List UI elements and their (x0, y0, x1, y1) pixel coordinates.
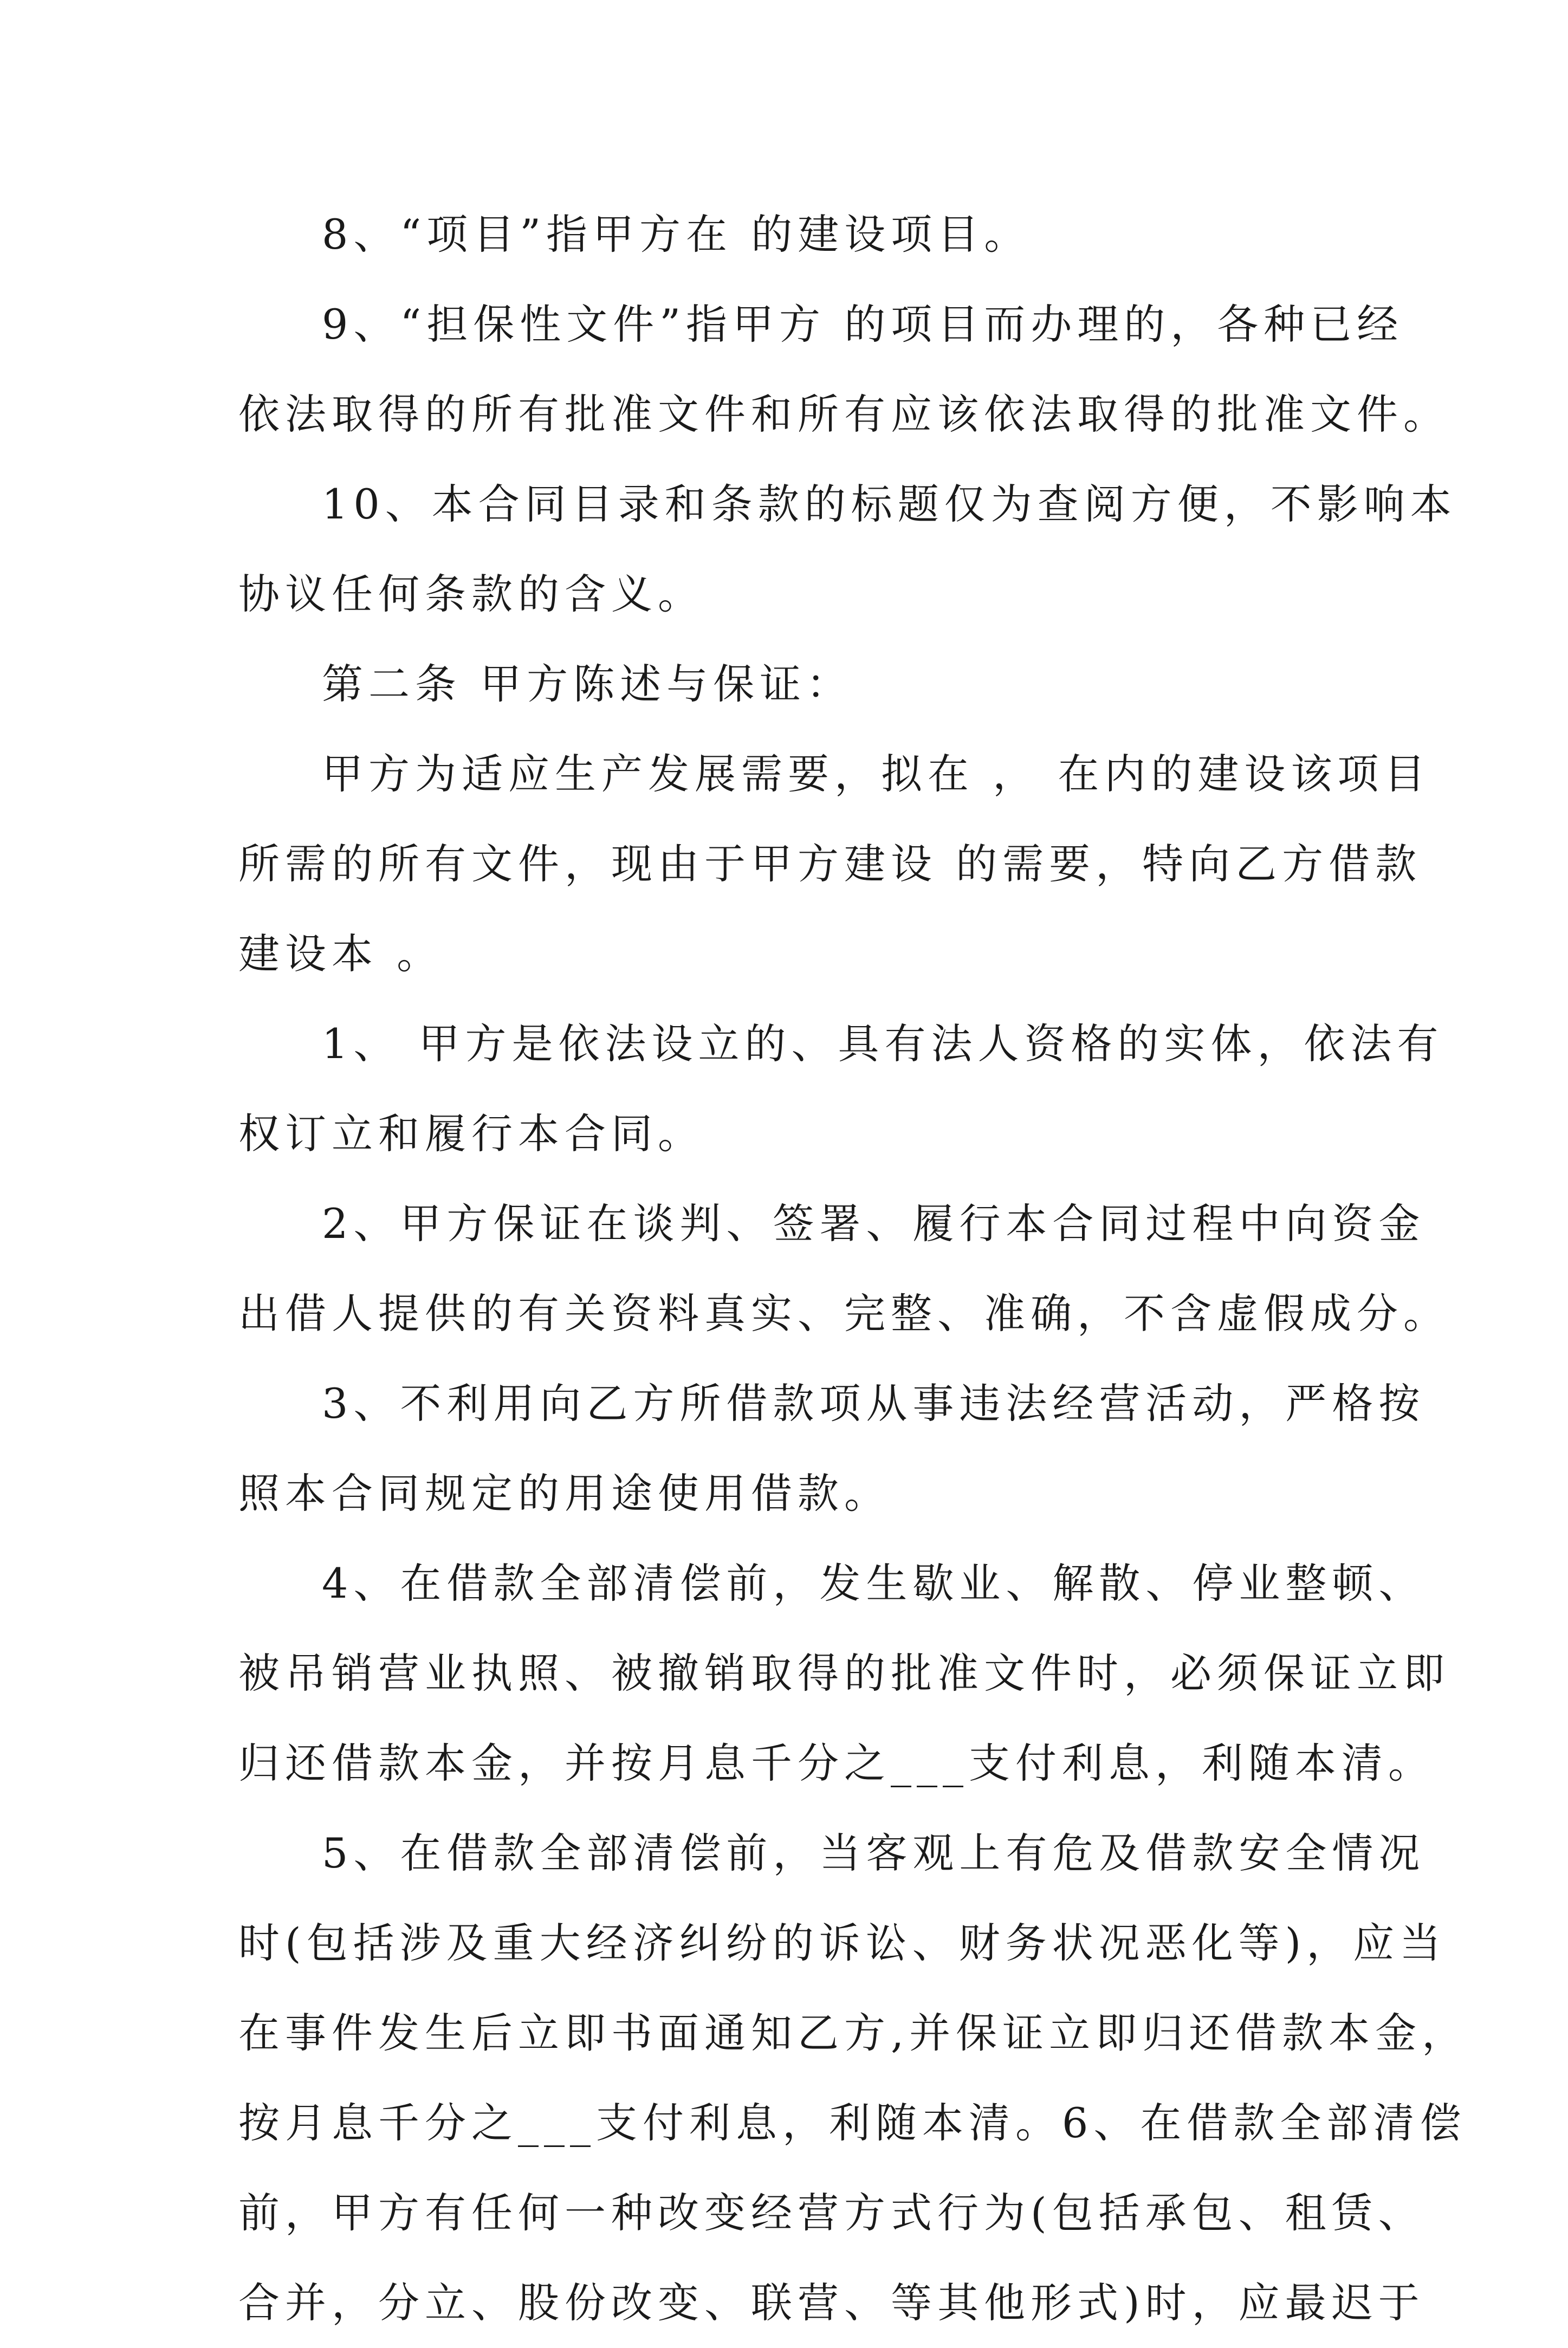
text-line: 1、 甲方是依法设立的、具有法人资格的实体，依法有 (322, 1020, 1444, 1068)
text-line: 时(包括涉及重大经济纠纷的诉讼、财务状况恶化等)，应当 (238, 1919, 1447, 1967)
text-line: 2、甲方保证在谈判、签署、履行本合同过程中向资金 (322, 1199, 1426, 1248)
text-line: 归还借款本金，并按月息千分之___支付利息，利随本清。 (238, 1739, 1435, 1787)
text-line: 合并，分立、股份改变、联营、等其他形式)时，应最迟于 (238, 2279, 1425, 2327)
text-line: 9、“担保性文件”指甲方 的项目而办理的，各种已经 (322, 300, 1404, 348)
text-line: 5、在借款全部清偿前，当客观上有危及借款安全情况 (322, 1829, 1426, 1877)
text-line: 在事件发生后立即书面通知乙方,并保证立即归还借款本金， (238, 2009, 1469, 2057)
text-line: 出借人提供的有关资料真实、完整、准确，不含虚假成分。 (238, 1289, 1450, 1338)
text-line: 第二条 甲方陈述与保证： (322, 660, 853, 708)
text-line: 建设本 。 (238, 930, 444, 978)
text-line: 所需的所有文件，现由于甲方建设 的需要，特向乙方借款 (238, 840, 1422, 888)
document-body (238, 190, 1469, 2348)
text-line: 前，甲方有任何一种改变经营方式行为(包括承包、租赁、 (238, 2189, 1425, 2237)
text-line: 照本合同规定的用途使用借款。 (238, 1469, 891, 1517)
text-line: 甲方为适应生产发展需要，拟在 ， 在内的建设该项目 (322, 750, 1431, 798)
text-line: 被吊销营业执照、被撤销取得的批准文件时，必须保证立即 (238, 1649, 1450, 1697)
text-line: 8、“项目”指甲方在 的建设项目。 (322, 210, 1031, 258)
text-line: 权订立和履行本合同。 (238, 1110, 704, 1158)
text-line: 协议任何条款的含义。 (238, 570, 704, 618)
text-line: 依法取得的所有批准文件和所有应该依法取得的批准文件。 (238, 390, 1450, 438)
text-line: 按月息千分之___支付利息，利随本清。6、在借款全部清偿 (238, 2099, 1467, 2147)
text-line: 4、在借款全部清偿前，发生歇业、解散、停业整顿、 (322, 1559, 1426, 1607)
text-line: 3、不利用向乙方所借款项从事违法经营活动，严格按 (322, 1379, 1426, 1428)
text-line: 10、本合同目录和条款的标题仅为查阅方便，不影响本 (322, 480, 1457, 528)
